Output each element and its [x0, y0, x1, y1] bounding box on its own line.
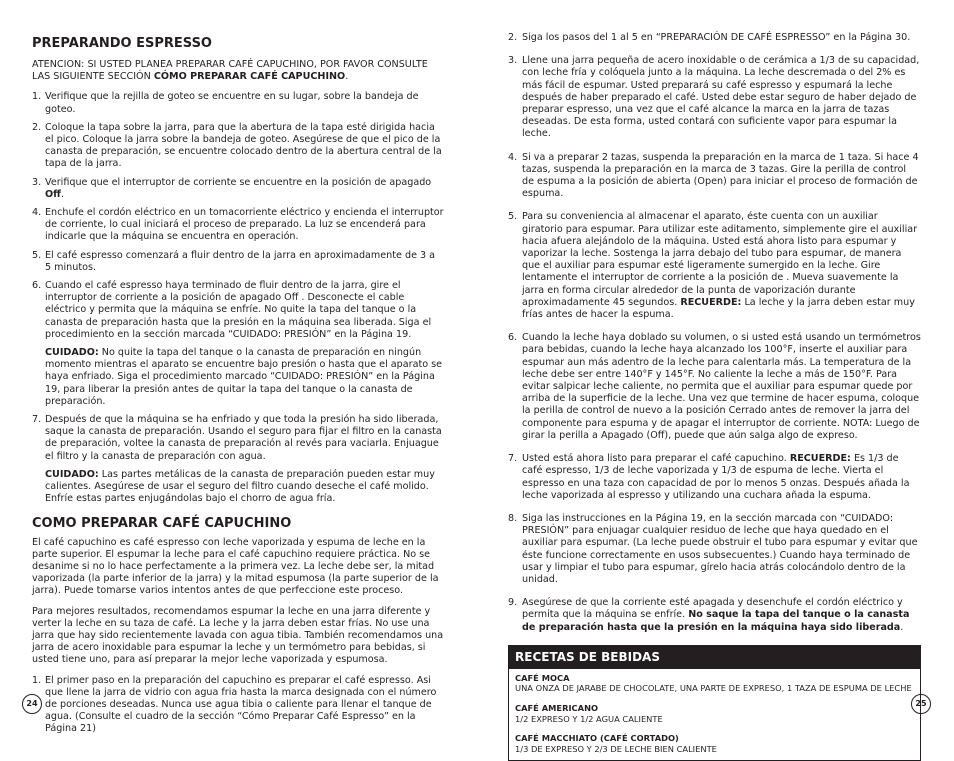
- list-item: [32, 250, 444, 274]
- step-text: El café espresso comenzará a fluir dentro de la jarra en aproximadamente de 3 a 5 minutos.: [45, 249, 436, 273]
- list-item: [508, 513, 921, 586]
- step-number: 3.: [32, 176, 42, 188]
- list-item: [32, 414, 444, 505]
- step-bold: RECUERDE:: [680, 296, 742, 308]
- recipe-description: 1/3 DE EXPRESO Y 2/3 DE LECHE BIEN CALIENTE: [515, 743, 717, 754]
- list-item: [508, 597, 921, 634]
- caution-label: CUIDADO:: [45, 347, 99, 359]
- attention-tail: .: [345, 71, 349, 83]
- caution-text: No quite la tapa del tanque o la canasta de preparación en ningún momento mientras el aparato se encuentre bajo presión o hasta que el aparato se haya enfriado. Siga el procedimiento marcado “CUIDADO: PRESIÓN” en la Página 19, para liberar la presión antes de quitar la tapa del tanque o la canasta de preparación.: [45, 347, 443, 407]
- caution-text: Las partes metálicas de la canasta de preparación pueden estar muy calientes. Asegúrese de usar el seguro del filtro cuando deseche el café molido. Enfríe estas partes enjugándolas bajo el chorro de agua fría.: [45, 468, 435, 505]
- list-item: [32, 207, 444, 244]
- recipe-name: CAFÉ MACCHIATO (CAFÉ CORTADO): [515, 733, 679, 744]
- attention-text: ATENCION: SI USTED PLANEA PREPARAR CAFÉ CAPUCHINO, POR FAVOR CONSULTE LAS SIGUIENTE SECCIÓN: [32, 59, 428, 83]
- recipes-body: [509, 669, 920, 761]
- step-text: El primer paso en la preparación del capuchino es preparar el café espresso. Asi que llene la jarra de vidrio con agua fria hasta la marca designada con el número de porciones deseadas. Nunca use agua tibia o caliente para llenar el tanque de agua. (Consulte el cuadro de la sección “Cómo Preparar Café Espresso” en la Página 21): [45, 674, 437, 735]
- recipe-item: [515, 673, 914, 694]
- step-number: 8.: [508, 512, 518, 524]
- paragraph: El café capuchino es café espresso con leche vaporizada y espuma de leche en la parte superior. El espumar la leche para el café capuchino requiere práctica. No se desanime si no lo hace perfectamente a la primera vez. La leche debe ser, la mitad vaporizada (la parte inferior de la jarra) y la mitad espumosa (la parte superior de la jarra). Puede tomarse varios intentos antes de que perfeccione este proceso.: [32, 536, 439, 597]
- step-text: Cuando el café espresso haya terminado de fluir dentro de la jarra, gire el interruptor de corriente a la posición de apagado Off . Desconecte el cable eléctrico y permita que la máquina se enfríe. No quite la tapa del tanque o la canasta de preparación hasta que la presión en la máquina sea liberada. Siga el procedimiento en la sección marcada “CUIDADO: PRESIÓN” en la Página 19.: [45, 280, 432, 340]
- step-tail: .: [60, 188, 64, 200]
- espresso-steps-list: [32, 91, 444, 505]
- step-number: 2.: [508, 32, 518, 43]
- step-number: 7.: [508, 453, 518, 465]
- right-page: [508, 0, 921, 754]
- recipe-name: CAFÉ MOCA: [515, 672, 570, 683]
- paragraph: Para mejores resultados, recomendamos espumar la leche en una jarra diferente y verter la leche en su taza de café. La leche y la jarra deben estar frías. No use una jarra que hay sido recientemente lavada con agua tibia. También recomendamos una jarra de acero inoxidable para espumar la leche y un termómetro para bebidas, si usted tiene uno, para así preparar la mejor leche vaporizada y espumosa.: [32, 605, 444, 666]
- list-item: [32, 91, 444, 115]
- step-tail: .: [900, 621, 904, 633]
- section-heading-preparando-espresso: PREPARANDO ESPRESSO: [32, 36, 212, 51]
- list-item: [32, 675, 444, 736]
- caution-note: [45, 347, 444, 408]
- step-text: Siga las instrucciones en la Página 19, en la sección marcada con “CUIDADO: PRESIÓN” para enjuagar cualquier residuo de leche que haya quedado en el auxiliar para espumar. (La leche puede obstruir el tubo para espumar y evitar que éste funcione correctamente en usos subsecuentes.) Cuando haya terminado de usar y limpiar el tubo para espumar, gírelo hacia atrás colocándolo dentro de la unidad.: [522, 512, 918, 585]
- capuchino-steps-continued: [508, 32, 921, 634]
- step-text: Asegúrese de que la corriente esté apagada y desenchufe el cordón eléctrico y permita que la máquina se enfríe.: [522, 597, 903, 621]
- step-text: Usted está ahora listo para preparar el café capuchino.: [522, 453, 790, 465]
- step-tail: La leche y la jarra deben estar muy frías antes de hacer la espuma.: [522, 296, 915, 321]
- step-text: Cuando la leche haya doblado su volumen, o si usted está usando un termómetros para bebidas, cuando la leche haya alcanzado los 100°F, inserte el auxiliar para espumar aun más adentro de la leche para calentarla más. La temperatura de la leche debe ser entre 140°F y 145°F. No caliente la leche a más de 150°F. Para evitar salpicar leche caliente, no permita que el auxiliar para espumar quede por arriba de la superficie de la leche. Una vez que termine de hacer espuma, coloque la perilla de control de nuevo a la posición Cerrado antes de remover la jarra del componente para espuma y de apagar el interruptor de corriente. NOTA: Luego de girar la perilla a Apagado (Off), puede que aún salga algo de expreso.: [522, 332, 921, 441]
- list-item: [508, 152, 921, 201]
- step-text: Si va a preparar 2 tazas, suspenda la preparación en la marca de 1 taza. Si hace 4 tazas, suspenda la preparación en la marca de 3 tazas. Gire la perilla de control de espuma a la posición de abierta (Open) para iniciar el proceso de formación de espuma.: [522, 151, 919, 200]
- step-text: Llene una jarra pequeña de acero inoxidable o de cerámica a 1/3 de su capacidad, con leche fría y colóquela junto a la máquina. La leche descremada o del 2% es más fácil de espumar. Usted preparará su café espresso y espumará la leche después de haber preparado el café. Usted debe estar seguro de haber dejado de preparar espresso, una vez que el café alcance la marca en la jarra de tazas deseadas. De esta forma, usted contará con suficiente vapor para espumar la leche.: [522, 55, 920, 140]
- step-number: 6.: [32, 280, 42, 292]
- list-item: [32, 177, 444, 201]
- step-number: 5.: [508, 211, 518, 223]
- caution-label: CUIDADO:: [45, 468, 99, 480]
- step-tail: Es 1/3 de café espresso, 1/3 de leche vaporizada y 1/3 de espuma de leche. Vierta el espresso en una taza con capacidad de por lo menos 5 onzas. Después añada la leche vaporizada al espresso y utilizando una cuchara añada la espuma.: [522, 453, 910, 501]
- step-text: Enchufe el cordón eléctrico en un tomacorriente eléctrico y encienda el interruptor de corriente, lo cual iniciará el proceso de preparado. La luz se encenderá para indicarle que la máquina se encuentra en operación.: [45, 207, 444, 243]
- step-number: 3.: [508, 55, 518, 67]
- step-text: Verifique que la rejilla de goteo se encuentre en su lugar, sobre la bandeja de goteo.: [45, 91, 419, 115]
- step-number: 7.: [32, 414, 42, 426]
- recipe-description: 1/2 EXPRESO Y 1/2 AGUA CALIENTE: [515, 713, 663, 724]
- list-item: [32, 122, 444, 171]
- recipe-item: [515, 733, 914, 754]
- page-number: 25: [911, 694, 931, 714]
- capuchino-steps-list: [32, 675, 444, 736]
- list-item: [32, 280, 444, 408]
- step-bold: No saque la tapa del tanque o la canasta de preparación hasta que la presión en la máquina haya sido liberada: [522, 609, 910, 633]
- step-number: 5.: [32, 249, 42, 261]
- step-text: Para su conveniencia al almacenar el aparato, éste cuenta con un auxiliar giratorio para espumar. Para utilizar este aditamento, simplemente gire el auxiliar hacia afuera alejándolo de la máquina. Usted está ahora listo para espumar y vaporizar la leche. Sostenga la jarra debajo del tubo para espumar, de manera que el auxiliar para espumar esté ligeramente sumergido en la leche. Gire lentamente el interruptor de corriente a la posición de . Mueva suavemente la jarra en forma circular alrededor de la punta de vaporización durante aproximadamente 45 segundos.: [522, 211, 918, 308]
- recipes-box: [508, 645, 921, 761]
- step-number: 4.: [508, 151, 518, 163]
- recipes-title: RECETAS DE BEBIDAS: [509, 646, 920, 669]
- attention-link-text: CÓMO PREPARAR CAFÉ CAPUCHINO: [153, 71, 346, 83]
- page-number: 24: [22, 694, 42, 714]
- caution-note: [45, 469, 444, 506]
- list-item: [508, 55, 921, 140]
- step-number: 9.: [508, 597, 518, 609]
- list-item: [508, 211, 921, 321]
- recipe-description: UNA ONZA DE JARABE DE CHOCOLATE, UNA PARTE DE EXPRESO, 1 TAZA DE ESPUMA DE LECHE: [515, 683, 912, 694]
- list-item: [508, 453, 921, 502]
- attention-notice: [32, 59, 444, 83]
- step-number: 1.: [32, 674, 42, 686]
- step-text: Siga los pasos del 1 al 5 en “PREPARACIÓN DE CAFÉ ESPRESSO” en la Página 30.: [522, 32, 911, 43]
- step-bold: Off: [45, 188, 61, 200]
- step-number: 1.: [32, 91, 42, 103]
- section-heading-capuchino: COMO PREPARAR CAFÉ CAPUCHINO: [32, 515, 292, 531]
- step-number: 4.: [32, 207, 42, 219]
- list-item: [508, 332, 921, 442]
- list-item: [508, 32, 921, 44]
- left-page: [32, 0, 444, 738]
- recipe-item: [515, 703, 914, 724]
- step-number: 2.: [32, 121, 42, 133]
- step-bold: RECUERDE:: [789, 453, 851, 465]
- step-text: Verifique que el interruptor de corriente se encuentre en la posición de apagado: [45, 176, 432, 188]
- step-text: Coloque la tapa sobre la jarra, para que la abertura de la tapa esté dirigida hacia el pico. Coloque la jarra sobre la bandeja de goteo. Asegúrese de que el pico de la canasta de preparación, se encuentre colocado dentro de la abertura central de la tapa de la jarra.: [45, 121, 442, 170]
- recipe-name: CAFÉ AMERICANO: [515, 702, 599, 713]
- step-number: 6.: [508, 332, 518, 344]
- step-text: Después de que la máquina se ha enfriado y que toda la presión ha sido liberada, saque la canasta de preparación. Usando el seguro para fijar el filtro en la canasta de preparación, voltee la canasta de preparación al revés para vaciarla. Enjuague el filtro y la canasta de preparación con agua.: [45, 414, 442, 462]
